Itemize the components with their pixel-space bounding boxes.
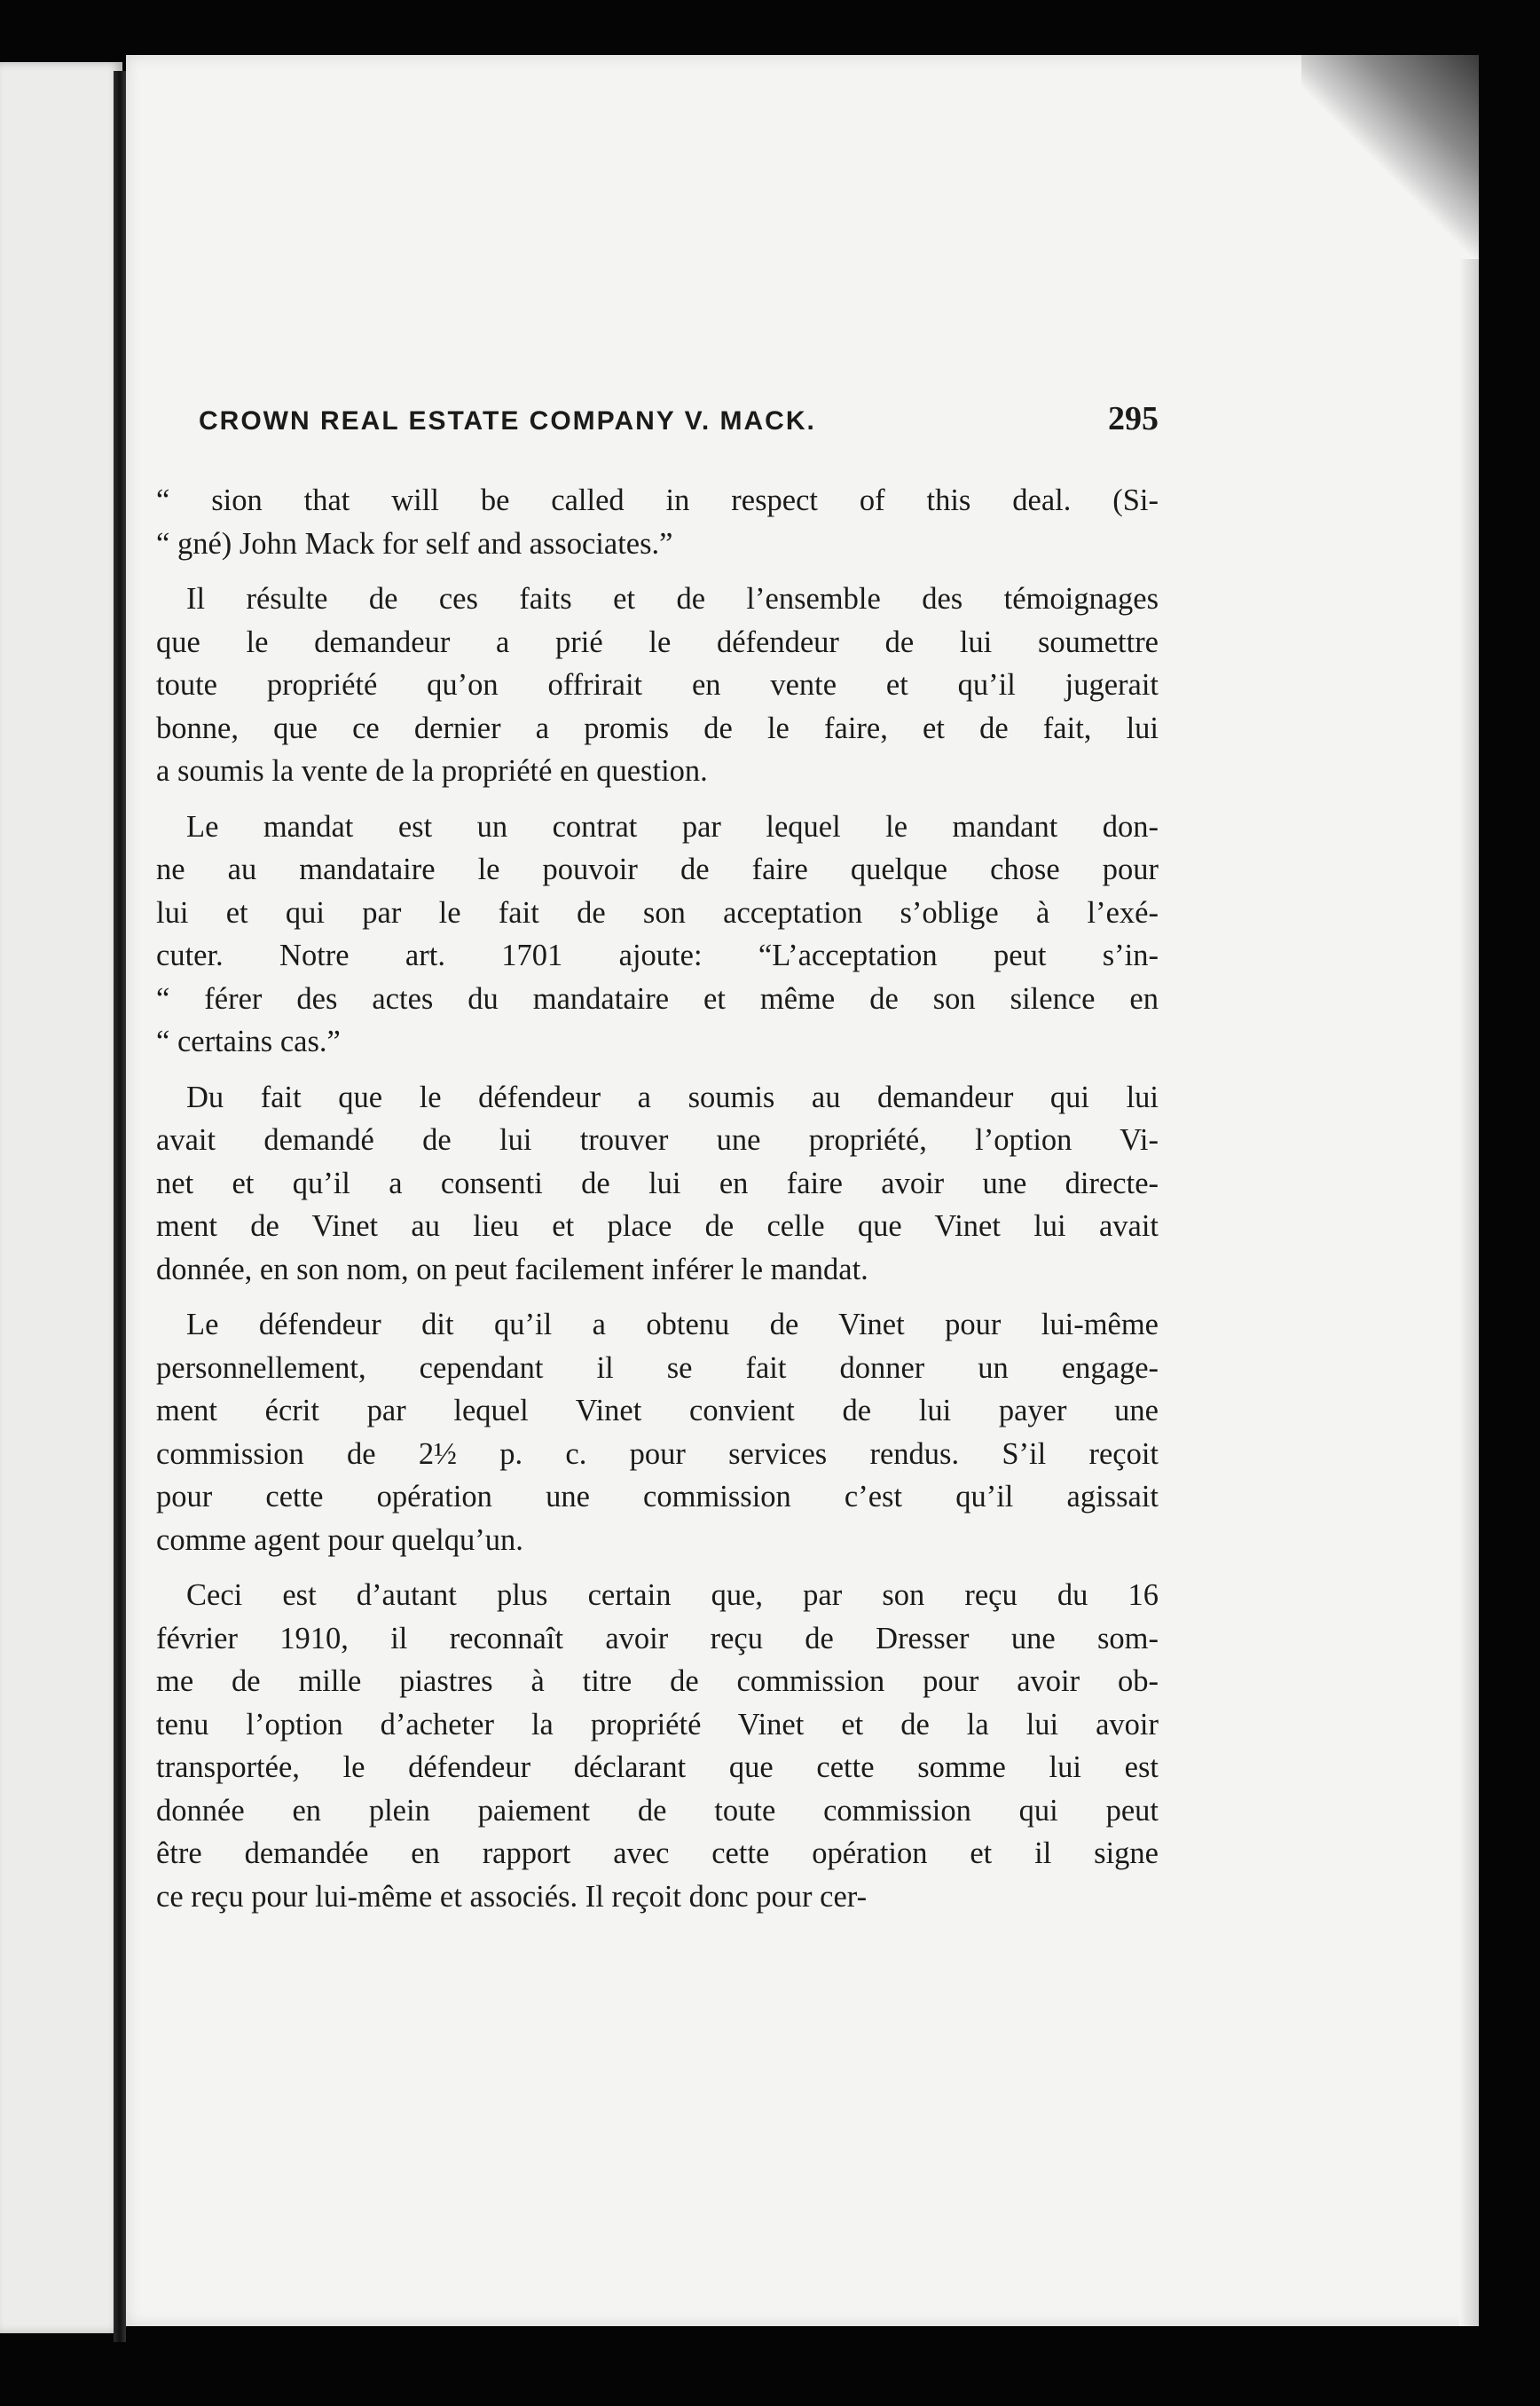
- text-line: ment écrit par lequel Vinet convient de lui payer une: [156, 1394, 1159, 1427]
- text-line: donnée, en son nom, on peut facilement inférer le mandat.: [156, 1252, 868, 1286]
- page-number: 295: [1108, 400, 1159, 437]
- text-line: commission de 2½ p. c. pour services rendus. S’il reçoit: [156, 1436, 1159, 1471]
- running-title: CROWN REAL ESTATE COMPANY V. MACK.: [199, 406, 816, 436]
- paragraph: [156, 1303, 1159, 1561]
- text-line: Du fait que le défendeur a soumis au demandeur qui lui: [186, 1080, 1159, 1114]
- text-line: “ gné) John Mack for self and associates.”: [156, 526, 673, 561]
- text-line: “ férer des actes du mandataire et même de son silence en: [156, 981, 1159, 1016]
- text-line: pour cette opération une commission c’est qu’il agissait: [156, 1480, 1159, 1514]
- page-text: [156, 355, 1159, 1930]
- text-line: a soumis la vente de la propriété en question.: [156, 754, 708, 788]
- paragraph: [156, 1076, 1159, 1292]
- text-line: lui et qui par le fait de son acceptation s’oblige à l’exé-: [156, 895, 1159, 930]
- text-line: avait demandé de lui trouver une propriété, l’option Vi-: [156, 1123, 1159, 1157]
- text-line: février 1910, il reconnaît avoir reçu de Dresser une som-: [156, 1621, 1159, 1655]
- text-line: ment de Vinet au lieu et place de celle que Vinet lui avait: [156, 1209, 1159, 1243]
- text-line: toute propriété qu’on offrirait en vente et qu’il jugerait: [156, 668, 1159, 702]
- text-line: ce reçu pour lui-même et associés. Il reçoit donc pour cer-: [156, 1879, 868, 1914]
- text-line: “ certains cas.”: [156, 1025, 341, 1058]
- text-line: net et qu’il a consenti de lui en faire avoir une directe-: [156, 1166, 1159, 1200]
- paragraph: [156, 479, 1159, 565]
- text-line: donnée en plein paiement de toute commission qui peut: [156, 1793, 1159, 1828]
- text-line: Le mandat est un contrat par lequel le mandant don-: [186, 809, 1159, 844]
- text-line: comme agent pour quelqu’un.: [156, 1522, 523, 1557]
- text-line: que le demandeur a prié le défendeur de lui soumettre: [156, 625, 1159, 659]
- book-spine: [114, 71, 126, 2342]
- text-line: Ceci est d’autant plus certain que, par son reçu du 16: [186, 1578, 1159, 1612]
- paragraph: [156, 578, 1159, 793]
- body-text: [156, 479, 1159, 1918]
- text-line: me de mille piastres à titre de commission pour avoir ob-: [156, 1664, 1159, 1698]
- text-line: Il résulte de ces faits et de l’ensemble des témoignages: [186, 582, 1159, 616]
- text-line: Le défendeur dit qu’il a obtenu de Vinet pour lui-même: [186, 1308, 1159, 1341]
- folded-corner: [1301, 55, 1479, 259]
- facing-page-edge: [0, 62, 122, 2333]
- text-line: cuter. Notre art. 1701 ajoute: “L’acceptation peut s’in-: [156, 939, 1159, 972]
- text-line: être demandée en rapport avec cette opération et il signe: [156, 1836, 1159, 1870]
- text-line: personnellement, cependant il se fait donner un engage-: [156, 1350, 1159, 1385]
- text-line: transportée, le défendeur déclarant que cette somme lui est: [156, 1750, 1159, 1784]
- text-line: tenu l’option d’acheter la propriété Vinet et de la lui avoir: [156, 1707, 1159, 1742]
- text-line: “ sion that will be called in respect of this deal. (Si-: [156, 484, 1159, 517]
- text-line: ne au mandataire le pouvoir de faire quelque chose pour: [156, 853, 1159, 886]
- paragraph: [156, 806, 1159, 1064]
- page-edge-shadow: [1459, 259, 1479, 2326]
- paragraph: [156, 1574, 1159, 1918]
- running-header: [199, 399, 1159, 438]
- text-line: bonne, que ce dernier a promis de le faire, et de fait, lui: [156, 711, 1159, 745]
